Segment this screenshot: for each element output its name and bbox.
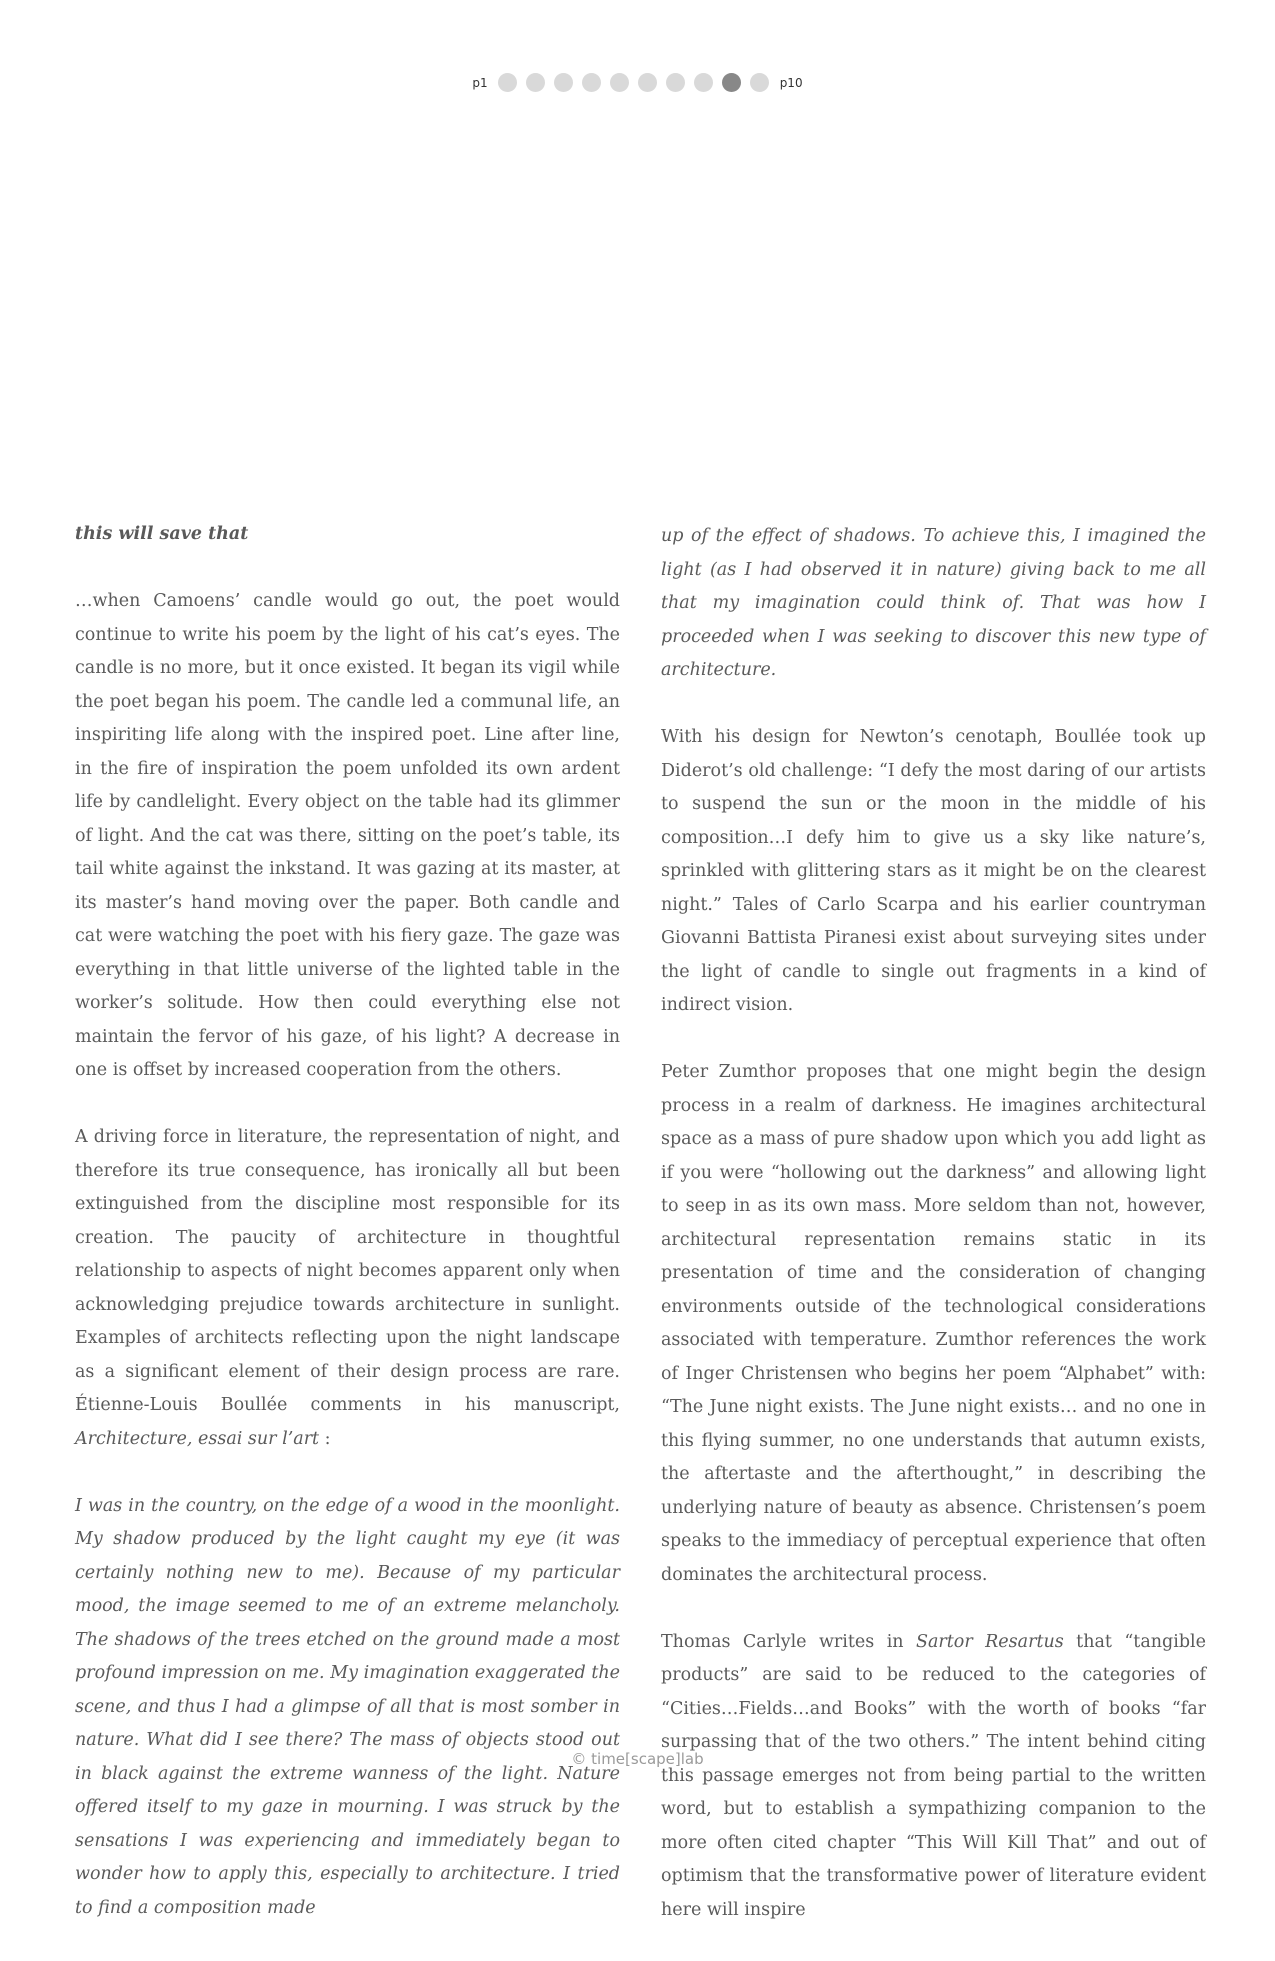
book-title-sartor-resartus: Sartor Resartus [915, 1631, 1064, 1652]
pager-dot-1[interactable] [498, 73, 517, 92]
paragraph-newton-cenotaph: With his design for Newton’s cenotaph, Boullée took up Diderot’s old challenge: “I defy the most daring of our artists to suspend the sun or the moon in the middle of his composition…I defy him to give us a sky like nature’s, sprinkled with glittering stars as it might be on the clearest night.” Tales of Carlo Scarpa and his earlier countryman Giovanni Battista Piranesi exist about surveying sites under the light of candle to single out fragments in a kind of indirect vision. [661, 727, 1206, 1015]
paragraph-carlyle-text: that “tangible products” are said to be reduced to the categories of “Cities…Fields…and Books” with the worth of books “far surpassing that of the two others.” The intent behind citing this passage emerges not from being partial to the written word, but to establish a sympathizing companion to the more often cited chapter “This Will Kill That” and out of optimism that the transformative power of literature evident here will inspire [661, 1631, 1206, 1920]
pager-dot-3[interactable] [554, 73, 573, 92]
paragraph-night-literature-text: A driving force in literature, the representation of night, and therefore its true consequence, has ironically all but been extinguished from the discipline most responsible for its creation. The paucity of architecture in thoughtful relationship to aspects of night becomes apparent only when acknowledging prejudice towards architecture in sunlight. Examples of architects reflecting upon the night landscape as a significant element of their design process are rare. Étienne-Louis Boullée comments in his manuscript, [75, 1127, 620, 1415]
pager-dot-2[interactable] [526, 73, 545, 92]
pager-dot-6[interactable] [638, 73, 657, 92]
book-title-boullee: Architecture, essai sur l’art [75, 1428, 320, 1449]
paragraph-zumthor: Peter Zumthor proposes that one might begin the design process in a realm of darkness. He imagines architectural space as a mass of pure shadow upon which you add light as if you were “hollowing out the darkness” and allowing light to seep in as its own mass. More seldom than not, however, architectural representation remains static in its presentation of time and the consideration of changing environments outside of the technological considerations associated with temperature. Zumthor references the work of Inger Christensen who begins her poem “Alphabet” with: “The June night exists. The June night exists… and no one in this flying summer, no one understands that autumn exists, the aftertaste and the afterthought,” in describing the underlying nature of beauty as absence. Christensen’s poem speaks to the immediacy of perceptual experience that often dominates the architectural process. [661, 1062, 1206, 1585]
pager-dot-7[interactable] [666, 73, 685, 92]
pager-dot-4[interactable] [582, 73, 601, 92]
paragraph-colon: : [319, 1428, 331, 1449]
section-heading: this will save that [75, 524, 249, 544]
right-column [661, 520, 1206, 1961]
boullee-quote: I was in the country, on the edge of a wood in the moonlight. My shadow produced by the light caught my eye (it was certainly nothing new to me). Because of my particular mood, the image seemed to me of an extreme melancholy. The shadows of the trees etched on the ground made a most profound impression on me. My imagination exaggerated the scene, and thus I had a glimpse of all that is most somber in nature. What did I see there? The mass of objects stood out in black against the extreme wanness of the light. Nature offered itself to my gaze in mourning. I was struck by the sensations I was experiencing and immediately began to wonder how to apply this, especially to architecture. I tried to find a composition made [75, 1495, 620, 1918]
pager-dot-9[interactable] [722, 73, 741, 92]
pager-start-label: p1 [472, 75, 488, 90]
page-pager [0, 73, 1275, 92]
boullee-quote-continued: up of the effect of shadows. To achieve this, I imagined the light (as I had observed it in nature) giving back to me all that my imagination could think of. That was how I proceeded when I was seeking to discover this new type of architecture. [661, 526, 1206, 680]
paragraph-night-literature [75, 1121, 620, 1456]
left-column [75, 518, 620, 1959]
pager-dot-10[interactable] [750, 73, 769, 92]
pager-end-label: p10 [779, 75, 803, 90]
paragraph-carlyle [661, 1626, 1206, 1928]
footer-copyright: © time[scape]lab [571, 1750, 704, 1768]
paragraph-camoens: …when Camoens’ candle would go out, the poet would continue to write his poem by the light of his cat’s eyes. The candle is no more, but it once existed. It began its vigil while the poet began his poem. The candle led a communal life, an inspiriting life along with the inspired poet. Line after line, in the fire of inspiration the poem unfolded its own ardent life by candlelight. Every object on the table had its glimmer of light. And the cat was there, sitting on the poet’s table, its tail white against the inkstand. It was gazing at its master, at its master’s hand moving over the paper. Both candle and cat were watching the poet with his fiery gaze. The gaze was everything in that little universe of the lighted table in the worker’s solitude. How then could everything else not maintain the fervor of his gaze, of his light? A decrease in one is offset by increased cooperation from the others. [75, 591, 620, 1080]
pager-dot-8[interactable] [694, 73, 713, 92]
pager-dot-5[interactable] [610, 73, 629, 92]
paragraph-carlyle-intro: Thomas Carlyle writes in [661, 1631, 916, 1652]
pager-dots [494, 73, 774, 92]
